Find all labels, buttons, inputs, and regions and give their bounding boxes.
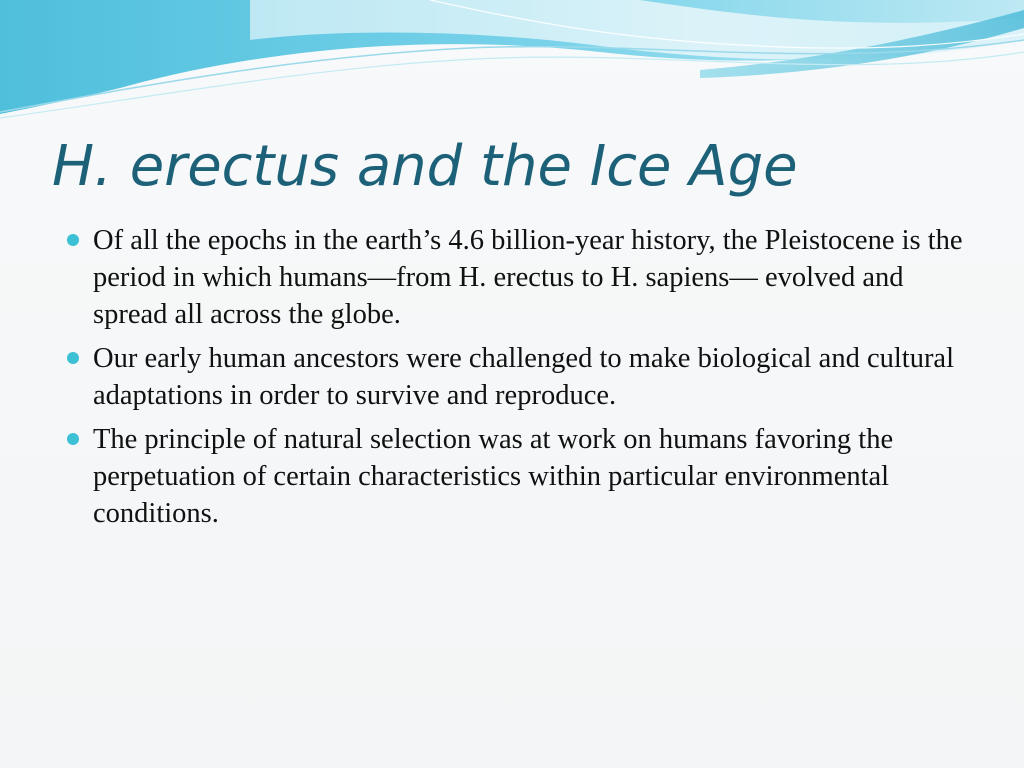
wave-header-decoration bbox=[0, 0, 1024, 130]
bullet-text: The principle of natural selection was at work on humans favoring the perpetuation of certain characteristics within particular environmental conditions. bbox=[93, 424, 894, 529]
bullet-text: Our early human ancestors were challenged to make biological and cultural adaptations in order to survive and reproduce. bbox=[93, 343, 954, 411]
bullet-item bbox=[66, 340, 966, 414]
bullet-item bbox=[66, 421, 966, 532]
bullet-text: Of all the epochs in the earth’s 4.6 billion-year history, the Pleistocene is the period in which humans—from H. erectus to H. sapiens— evolved and spread all across the globe. bbox=[93, 225, 963, 330]
slide-title: H. erectus and the Ice Age bbox=[52, 134, 798, 199]
bullet-dot-icon bbox=[67, 234, 79, 246]
bullet-dot-icon bbox=[67, 433, 79, 445]
bullet-item bbox=[66, 222, 966, 333]
bullet-list bbox=[66, 222, 966, 539]
bullet-dot-icon bbox=[67, 352, 79, 364]
